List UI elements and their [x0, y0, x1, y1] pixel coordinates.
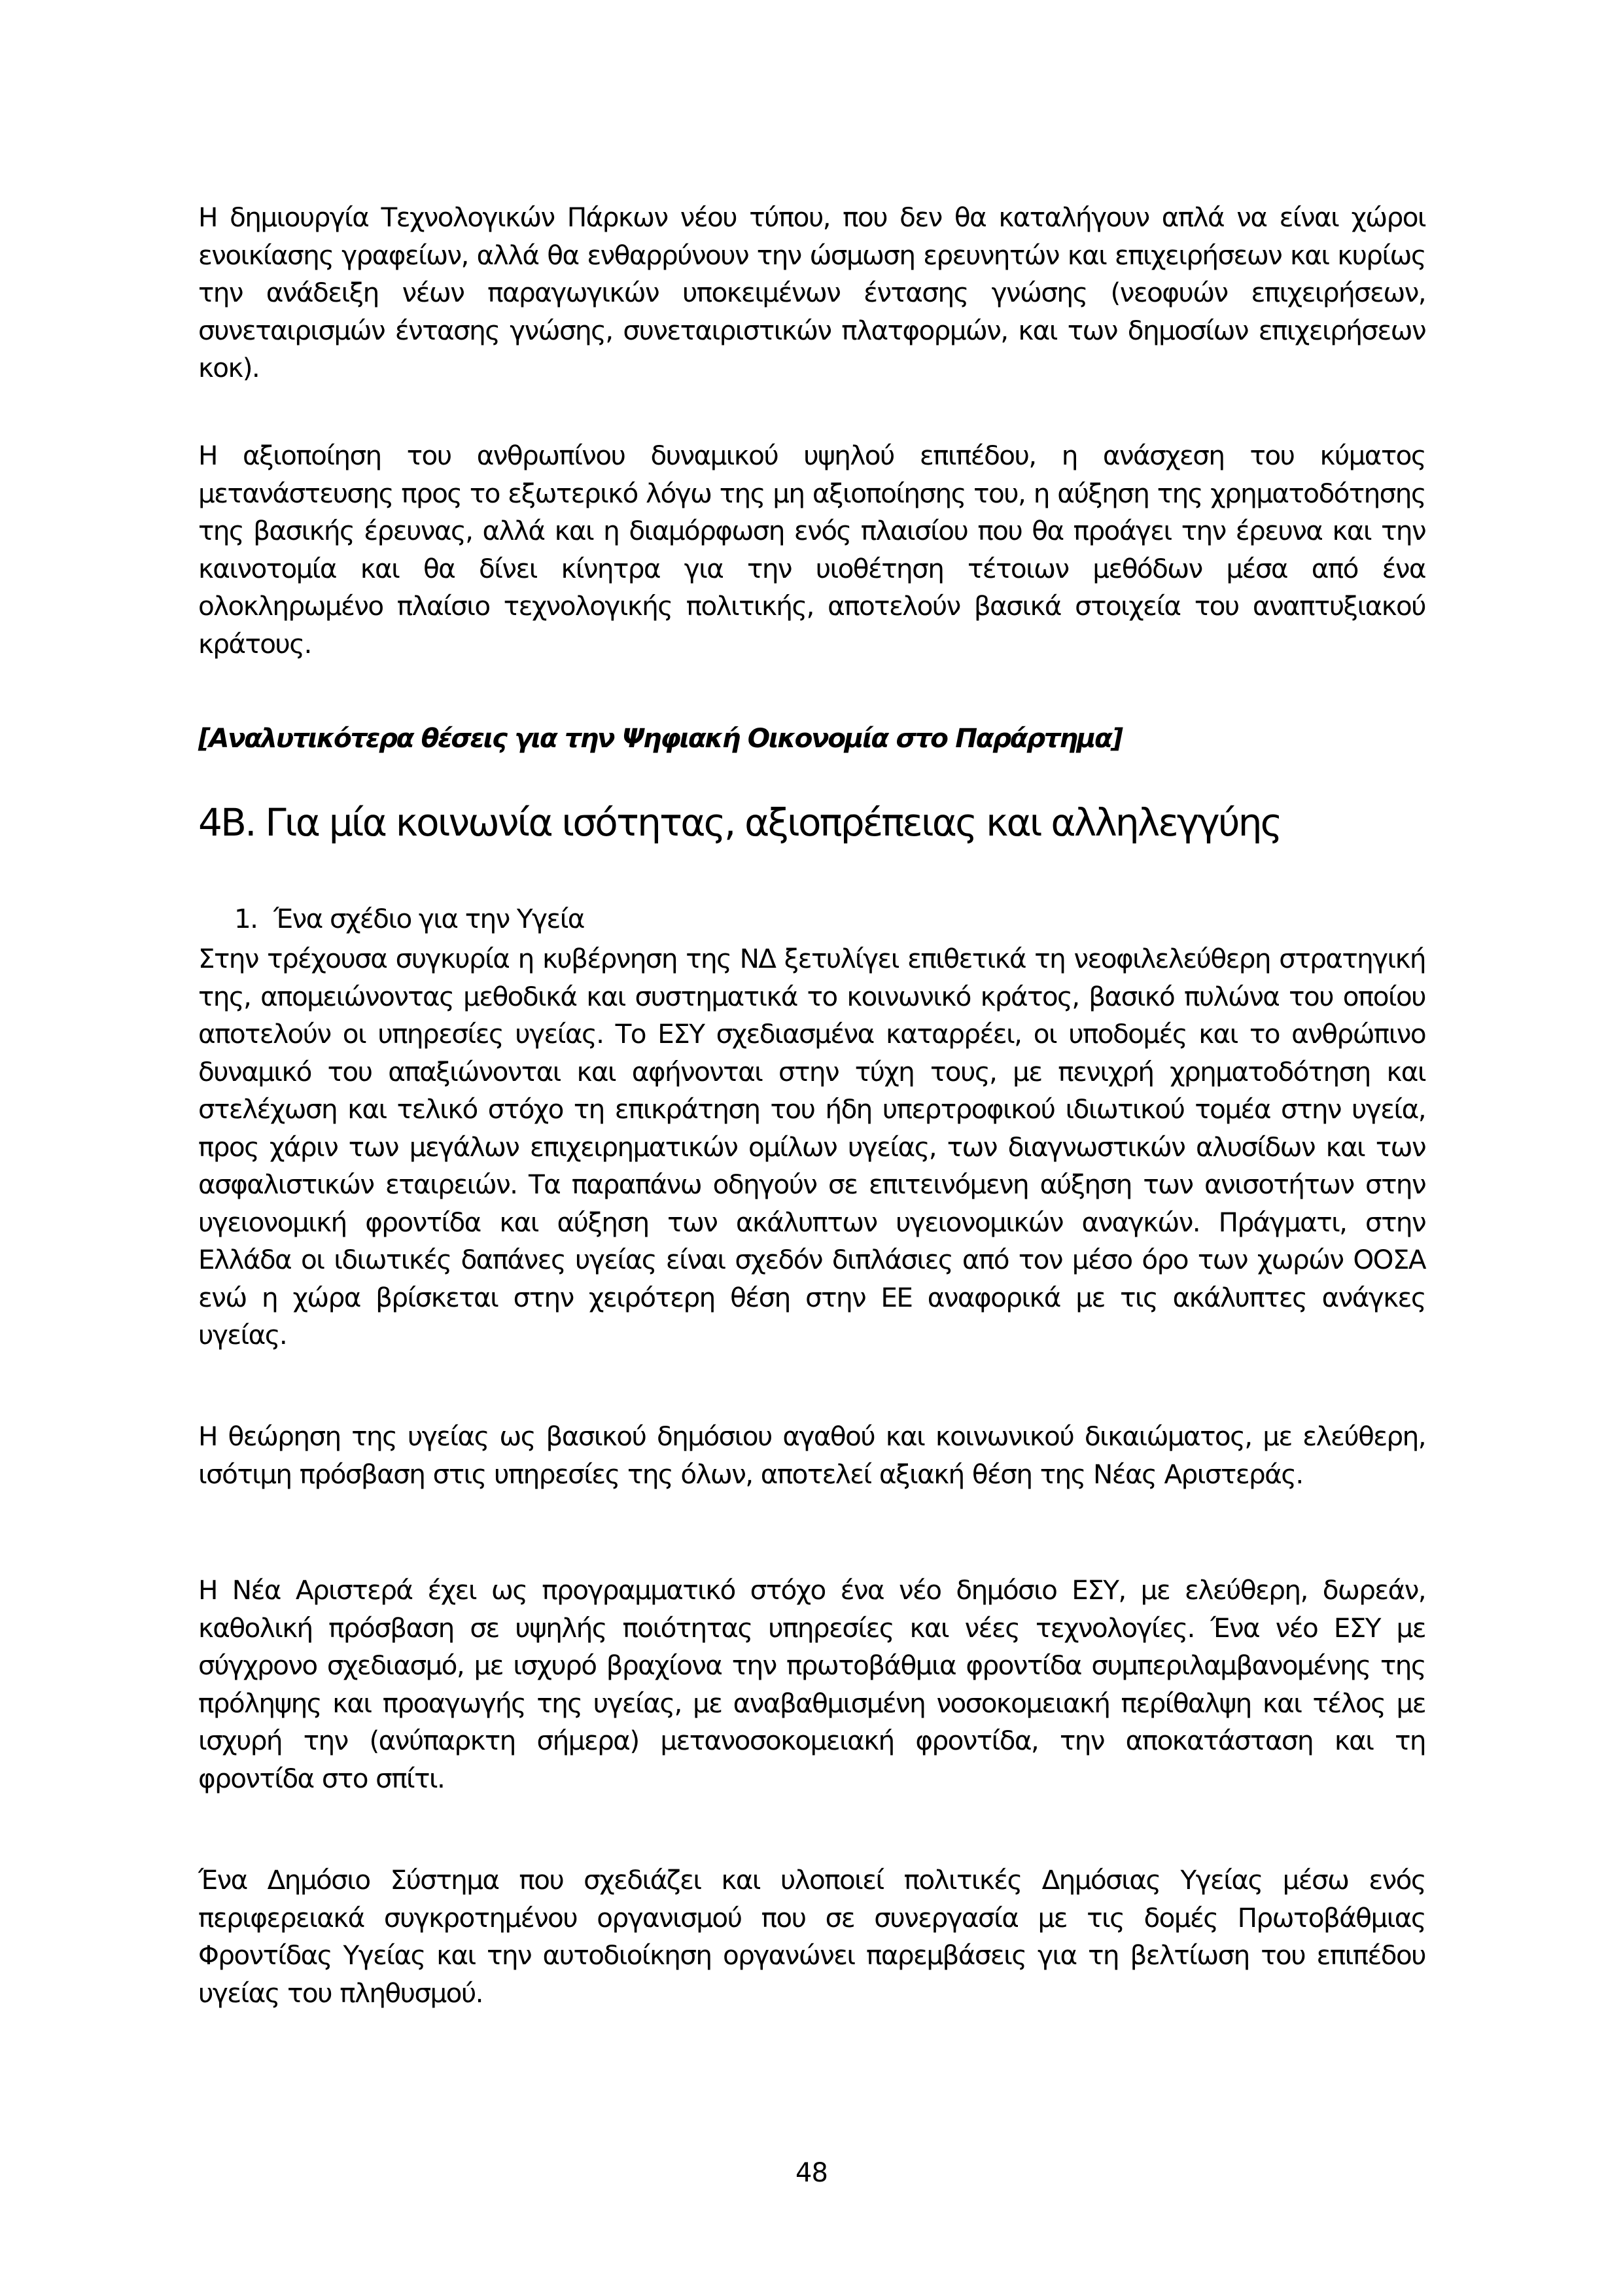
page-number: 48 — [795, 2158, 828, 2188]
paragraph-public-health-system: Ένα Δημόσιο Σύστημα που σχεδιάζει και υλοποιεί πολιτικές Δημόσιας Υγείας μέσω ενός περιφερειακά συγκροτημένου οργανισμού που σε συνεργασία με τις δομές Πρωτοβάθμιας Φροντίδας Υγείας και την αυτοδιοίκηση οργανώνει παρεμβάσεις για τη βελτίωση του επιπέδου υγείας του πληθυσμού. — [198, 1864, 1425, 2009]
paragraph-health-public-good: Η θεώρηση της υγείας ως βασικού δημόσιου αγαθού και κοινωνικού δικαιώματος, με ελεύθερη, ισότιμη πρόσβαση στις υπηρεσίες της όλων, αποτελεί αξιακή θέση της Νέας Αριστεράς. — [198, 1421, 1425, 1490]
list-item-health-plan — [234, 902, 584, 936]
paragraph-new-esy: Η Νέα Αριστερά έχει ως προγραμματικό στόχο ένα νέο δημόσιο ΕΣΥ, με ελεύθερη, δωρεάν, καθολική πρόσβαση σε υψηλής ποιότητας υπηρεσίες και νέες τεχνολογίες. Ένα νέο ΕΣΥ με σύγχρονο σχεδιασμό, με ισχυρό βραχίονα την πρωτοβάθμια φροντίδα συμπεριλαμβανομένης της πρόληψης και προαγωγής της υγείας, με αναβαθμισμένη νοσοκομειακή περίθαλψη και τέλος με ισχυρή την (ανύπαρκτη σήμερα) μετανοσοκομειακή φροντίδα, την αποκατάσταση και τη φροντίδα στο σπίτι. — [198, 1574, 1425, 1794]
paragraph-current-situation: Στην τρέχουσα συγκυρία η κυβέρνηση της ΝΔ ξετυλίγει επιθετικά τη νεοφιλελεύθερη στρατηγική της, απομειώνοντας μεθοδικά και συστηματικά το κοινωνικό κράτος, βασικό πυλώνα του οποίου αποτελούν οι υπηρεσίες υγείας. Το ΕΣΥ σχεδιασμένα καταρρέει, οι υποδομές και το ανθρώπινο δυναμικό του απαξιώνονται και αφήνονται στην τύχη τους, με πενιχρή χρηματοδότηση και στελέχωση και τελικό στόχο τη επικράτηση του ήδη υπερτροφικού ιδιωτικού τομέα στην υγεία, προς χάριν των μεγάλων επιχειρηματικών ομίλων υγείας, των διαγνωστικών αλυσίδων και των ασφαλιστικών εταιρειών. Τα παραπάνω οδηγούν σε επιτεινόμενη αύξηση των ανισοτήτων στην υγειονομική φροντίδα και αύξηση των ακάλυπτων υγειονομικών αναγκών. Πράγματι, στην Ελλάδα οι ιδιωτικές δαπάνες υγείας είναι σχεδόν διπλάσιες από τον μέσο όρο των χωρών ΟΟΣΑ ενώ η χώρα βρίσκεται στην χειρότερη θέση στην ΕΕ αναφορικά με τις ακάλυπτες ανάγκες υγείας. — [198, 943, 1425, 1351]
list-item-label: Ένα σχέδιο για την Υγεία — [273, 903, 584, 934]
appendix-note: [Αναλυτικότερα θέσεις για την Ψηφιακή Οικονομία στο Παράρτημα] — [198, 722, 1122, 754]
section-heading: 4Β. Για μία κοινωνία ισότητας, αξιοπρέπειας και αλληλεγγύης — [198, 800, 1281, 845]
paragraph-technology-parks: Η δημιουργία Τεχνολογικών Πάρκων νέου τύπου, που δεν θα καταλήγουν απλά να είναι χώροι ενοικίασης γραφείων, αλλά θα ενθαρρύνουν την ώσμωση ερευνητών και επιχειρήσεων και κυρίως την ανάδειξη νέων παραγωγικών υποκειμένων έντασης γνώσης (νεοφυών επιχειρήσεων, συνεταιρισμών έντασης γνώσης, συνεταιριστικών πλατφορμών, και των δημοσίων επιχειρήσεων κοκ). — [198, 202, 1425, 383]
paragraph-human-capital: Η αξιοποίηση του ανθρωπίνου δυναμικού υψηλού επιπέδου, η ανάσχεση του κύματος μετανάστευσης προς το εξωτερικό λόγω της μη αξιοποίησης του, η αύξηση της χρηματοδότησης της βασικής έρευνας, αλλά και η διαμόρφωση ενός πλαισίου που θα προάγει την έρευνα και την καινοτομία και θα δίνει κίνητρα για την υιοθέτηση τέτοιων μεθόδων μέσα από ένα ολοκληρωμένο πλαίσιο τεχνολογικής πολιτικής, αποτελούν βασικά στοιχεία του αναπτυξιακού κράτους. — [198, 440, 1425, 660]
list-number: 1. — [234, 903, 258, 934]
